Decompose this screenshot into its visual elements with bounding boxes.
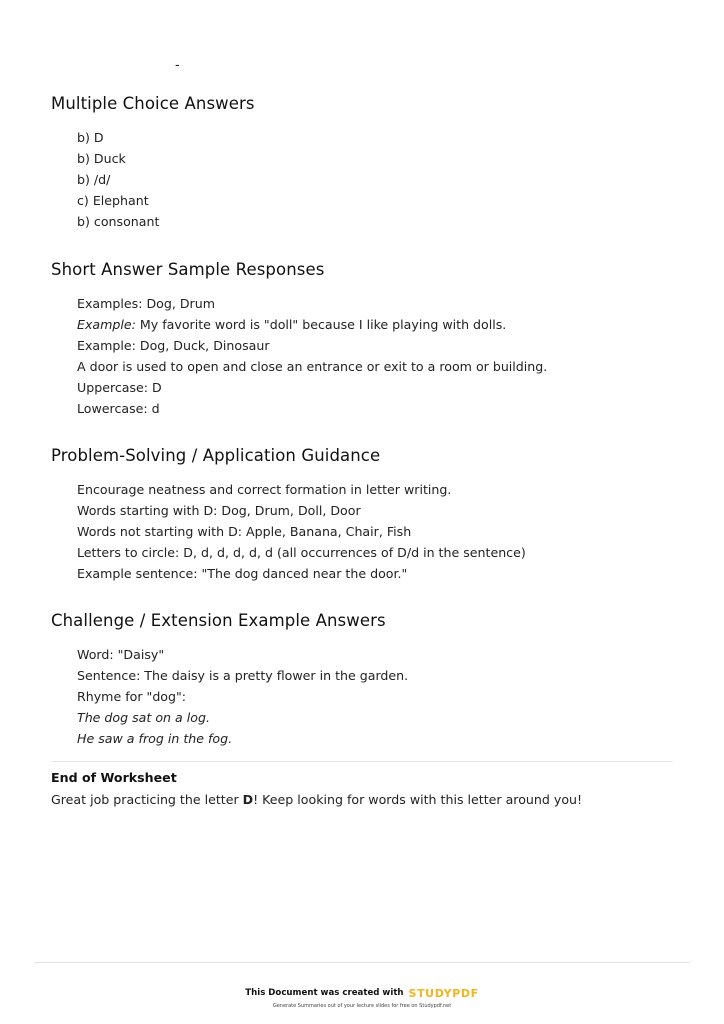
short-answer-section [51,260,681,419]
end-text [51,792,582,807]
end-title: End of Worksheet [51,770,177,785]
section-title-problem-solving: Problem-Solving / Application Guidance [51,446,381,465]
multiple-choice-list [77,127,681,232]
list-item: Example: Dog, Duck, Dinosaur [77,338,270,353]
list-item [77,314,681,335]
list-item: Rhyme for "dog": [77,689,187,704]
end-text-after: ! Keep looking for words with this letter around you! [253,792,583,807]
footer-created-text: This Document was created with [245,988,404,998]
list-item: Uppercase: D [77,380,162,395]
list-item: Lowercase: d [77,401,160,416]
studypdf-logo[interactable]: STUDYPDF [408,986,479,1000]
challenge-list [77,644,681,749]
list-item: b) D [77,130,104,145]
footer-credit [245,987,478,1000]
example-label: Example: [77,317,136,332]
list-item: b) /d/ [77,172,111,187]
section-title-challenge: Challenge / Extension Example Answers [51,611,386,630]
example-text: My favorite word is "doll" because I like playing with dolls. [135,317,507,332]
list-item: Word: "Daisy" [77,647,165,662]
list-item: Sentence: The daisy is a pretty flower in the garden. [77,668,409,683]
challenge-section [51,611,681,749]
footer-tagline: Generate Summaries out of your lecture slides for free on Studypdf.net [272,1002,452,1009]
rhyme-line: He saw a frog in the fog. [77,731,233,746]
section-title-short-answer: Short Answer Sample Responses [51,260,325,279]
section-title-multiple-choice: Multiple Choice Answers [51,94,255,113]
list-item: Letters to circle: D, d, d, d, d, d (all occurrences of D/d in the sentence) [77,545,526,560]
short-answer-list [77,293,681,419]
problem-solving-list [77,479,681,584]
list-item: b) consonant [77,214,160,229]
list-item: Encourage neatness and correct formation in letter writing. [77,482,452,497]
list-item: A door is used to open and close an entrance or exit to a room or building. [77,359,548,374]
section-divider [51,761,673,762]
rhyme-line: The dog sat on a log. [77,710,210,725]
list-item: Examples: Dog, Drum [77,296,215,311]
top-mark: - [175,58,180,73]
list-item: Words not starting with D: Apple, Banana, Chair, Fish [77,524,412,539]
footer [0,980,724,1009]
list-item: Words starting with D: Dog, Drum, Doll, Door [77,503,361,518]
multiple-choice-section [51,94,681,232]
end-text-before: Great job practicing the letter [51,792,243,807]
list-item: c) Elephant [77,193,149,208]
list-item: Example sentence: "The dog danced near the door." [77,566,408,581]
end-letter: D [242,792,254,807]
problem-solving-section [51,446,681,584]
footer-divider [34,962,690,963]
list-item: b) Duck [77,151,126,166]
